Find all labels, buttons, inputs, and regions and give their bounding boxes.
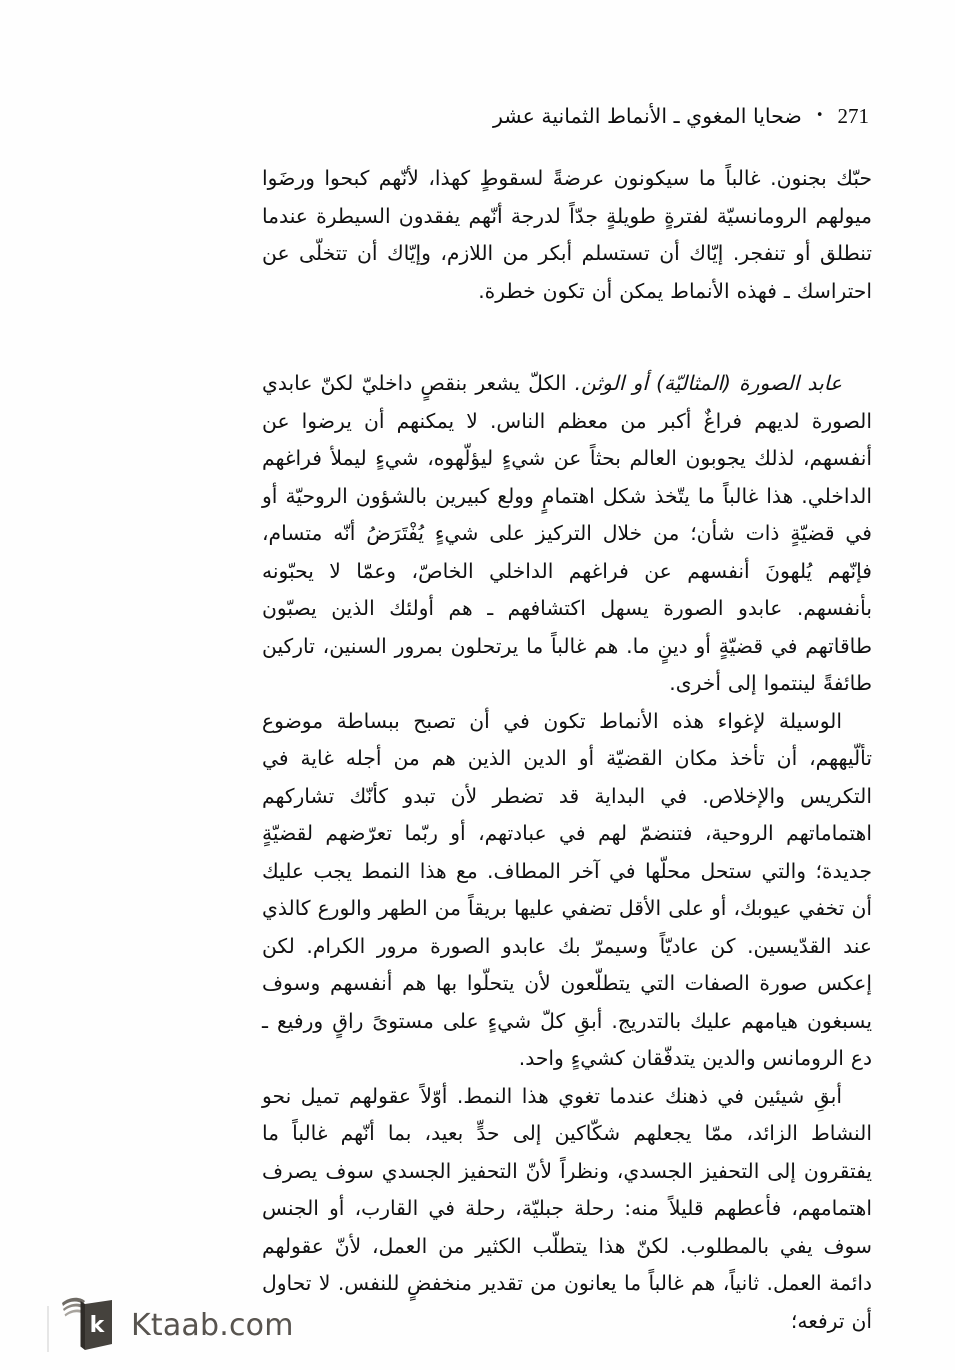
paragraph-2-text: الكلّ يشعر بنقصٍ داخليّ لكنّ عابدي الصورة لديهم فراغٌ أكبر من معظم الناس. لا يمكنهم أن يرضوا عن أنفسهم، لذلك يجوبون العالم بحثاً عن شيءٍ ليؤلّهوه، شيءٍ ليملأ فراغهم الداخلي. هذا غالباً ما يتّخذ شكل اهتمامٍ وولع كبيرين بالشؤون الروحيّة أو في قضيّةٍ ذات شأن؛ من خلال التركيز على شيءٍ يُفْتَرَضُ أنّه متسام، فإنّهم يُلهونَ أنفسهم عن فراغهم الداخلي الخاصّ، وعمّا لا يحبّونه بأنفسهم. عابدو الصورة يسهل اكتشافهم ـ هم أولئك الذين يصبّون طاقاتهم في قضيّةٍ أو دينٍ ما. هم غالباً ما يرتحلون بمرور السنين، تاركين طائفةً لينتموا إلى أخرى.: [262, 371, 872, 695]
paragraph-4: [262, 1078, 872, 1341]
page-spine-edge: [47, 1306, 49, 1352]
paragraph-2-lead-italic: عابد الصورة (المثاليّة) أو الوثن.: [574, 371, 843, 395]
paragraph-1: [262, 160, 872, 310]
header-separator-dot: •: [815, 108, 824, 123]
open-book-icon: [60, 1294, 120, 1356]
site-watermark[interactable]: [60, 1294, 294, 1356]
paragraph-spacer: [262, 310, 872, 365]
svg-text:k: k: [89, 1313, 105, 1338]
running-header-inner: [0, 104, 955, 129]
site-name-label: Ktaab.com: [131, 1307, 294, 1343]
body-text-column: [262, 160, 872, 1340]
paragraph-1-text: حبّك بجنون. غالباً ما سيكونون عرضةً لسقوطٍ كهذا، لأنّهم كبحوا ورضَوا ميولهم الرومانسيّة لفترةٍ طويلةٍ جدّاً لدرجة أنّهم يفقدون السيطرة عندما تنطلق أو تنفجر. إيّاك أن تستسلم أبكر من اللازم، وإيّاك أن تتخلّى عن احتراسك ـ فهذه الأنماط يمكن أن تكون خطرة.: [262, 166, 872, 303]
paragraph-4-text: أبقِ شيئين في ذهنك عندما تغوي هذا النمط. أوّلاً عقولهم تميل نحو النشاط الزائد، ممّا يجعلهم شكّاكين إلى حدٍّ بعيد، بما أنّهم غالباً ما يفتقرون إلى التحفيز الجسدي، ونظراً لأنّ التحفيز الجسدي سوف يصرف اهتمامهم، فأعطهم قليلاً منه: رحلة جبليّة، رحلة في القارب، أو الجنس سوف يفي بالمطلوب. لكنّ هذا يتطلّب الكثير من العمل، لأنّ عقولهم دائمة العمل. ثانياً، هم غالباً ما يعانون من تقدير منخفضٍ للنفس. لا تحاول أن ترفعه؛: [262, 1083, 872, 1333]
paragraph-3-text: الوسيلة لإغواء هذه الأنماط تكون في أن تصبح ببساطة موضوع تألّيههم، أن تأخذ مكان القضيّة أو الدين الذين هم من أجله غاية في التكريس والإخلاص. في البداية قد تضطر لأن تبدو كأنّك تشاركهم اهتماماتهم الروحية، فتنضمّ لهم في عبادتهم، أو ربّما تعرّضهم لقضيّةٍ جديدة؛ والتي ستحل محلّها في آخر المطاف. مع هذا النمط يجب عليك أن تخفي عيوبك، أو على الأقل تضفي عليها بريقاً من الطهر والورع كالذي عند القدّيسين. كن عاديّاً وسيمرّ بك عابدو الصورة مرور الكرام. لكن إعكس صورة الصفات التي يتطلّعون لأن يتحلّوا بها هم أنفسهم وسوف يسبغون هيامهم عليك بالتدريج. أبقِ كلّ شيءٍ على مستوىً راقٍ ورفيع ـ دع الرومانس والدين يتدفّقان كشيءٍ واحد.: [262, 708, 872, 1070]
paragraph-3: [262, 703, 872, 1078]
page-title: ضحايا المغوي ـ الأنماط الثمانية عشر: [492, 104, 802, 128]
page-number: 271: [837, 104, 869, 128]
paragraph-2: [262, 365, 872, 703]
running-header: [0, 104, 955, 140]
